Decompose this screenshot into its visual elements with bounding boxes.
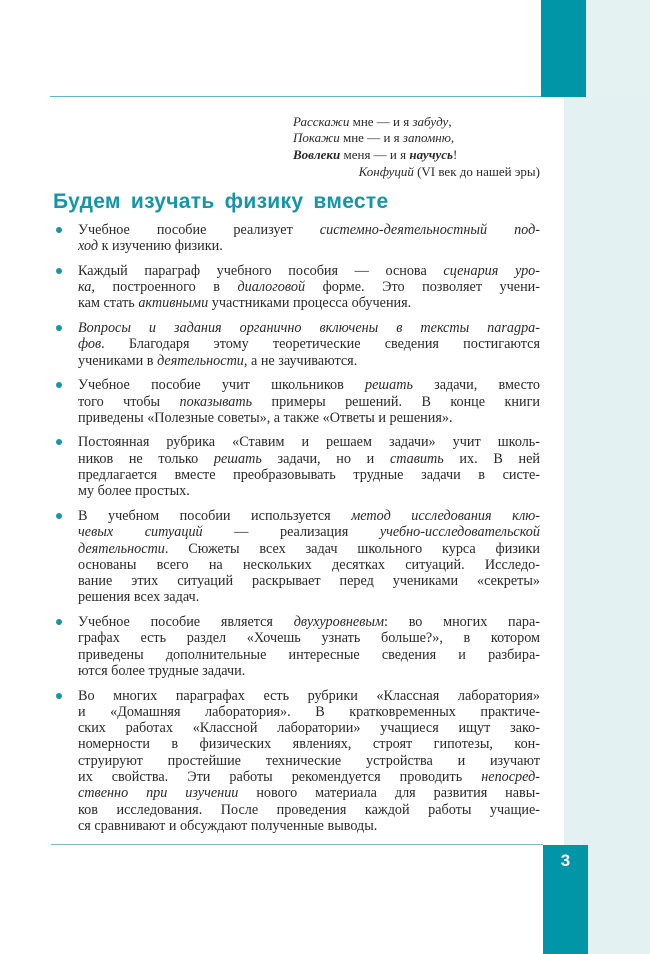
emphasized-text: ставить (389, 450, 444, 467)
text-line (78, 451, 540, 467)
text-run: приведены дополнительные интересные сведения и разбира- (78, 646, 540, 663)
emphasized-text: Вопросы и задания органично включены в тексты паragра- (78, 320, 540, 337)
emphasized-text: Покажи (293, 130, 340, 146)
text-run: струируют простейшие технические устройства и изучают (78, 752, 540, 769)
text-run: приведены «Полезные советы», а также «Ответы и решения». (78, 409, 453, 426)
list-item (56, 688, 540, 835)
text-line (78, 769, 540, 785)
text-line (78, 557, 540, 573)
text-line (78, 753, 540, 769)
emphasized-text: показывать (179, 393, 253, 410)
text-line (78, 222, 540, 238)
text-run: , а не заучиваются. (243, 352, 358, 369)
emphasized-text: системно-деятельностный под- (319, 222, 540, 238)
top-divider (50, 96, 541, 97)
text-run: задачи, вместо (412, 377, 540, 394)
text-run: (VI век до нашей эры) (413, 163, 540, 179)
emphasized-text: научусь (409, 146, 453, 162)
text-run: номерности в физических явлениях, строят гипотезы, кон- (78, 736, 540, 753)
list-item (56, 263, 540, 312)
emphasized-text: непосред- (481, 768, 540, 785)
text-run: к изучению физики. (98, 238, 223, 255)
text-line (78, 336, 540, 352)
epigraph (293, 114, 540, 180)
text-line (78, 589, 540, 605)
emphasized-text: Вовлеки (293, 146, 341, 162)
text-run: вание этих ситуаций раскрывает перед учениками «секреты» (78, 573, 540, 590)
list-item (56, 614, 540, 679)
text-run: . Сюжеты всех задач школьного курса физики (164, 540, 540, 557)
text-run: примеры решений. В конце книги (252, 393, 540, 410)
text-line (78, 573, 540, 589)
emphasized-text: решать (365, 377, 413, 394)
text-run: , построенного в (91, 279, 238, 296)
text-run: Учебное пособие реализует (78, 222, 320, 238)
text-run: мне — и я (349, 114, 413, 129)
bullet-icon (56, 619, 62, 625)
text-line (78, 508, 540, 524)
top-color-tab (541, 0, 586, 97)
section-heading: Будем изучать физику вместе (53, 190, 389, 213)
bullet-icon (56, 268, 62, 274)
emphasized-text: фов (78, 336, 102, 353)
list-item (56, 377, 540, 426)
text-line (78, 483, 540, 499)
page-number: 3 (560, 851, 571, 870)
emphasized-text: активными (138, 295, 209, 312)
text-run: учениками в (78, 352, 158, 369)
text-run: му более простых. (78, 483, 190, 500)
text-run: В учебном пособии используется (78, 507, 352, 524)
text-line (78, 688, 540, 704)
text-run: Постоянная рубрика «Ставим и решаем задачи» учит школь- (78, 434, 540, 451)
emphasized-text: деятельности (78, 540, 165, 557)
list-item (56, 434, 540, 499)
text-run: кам стать (78, 295, 139, 312)
emphasized-text: ка (78, 279, 92, 296)
text-run: мне — и я (339, 130, 403, 146)
epigraph-line (293, 130, 540, 146)
bullet-icon (56, 693, 62, 699)
text-line (78, 320, 540, 336)
emphasized-text: учебно-исследовательской (379, 524, 540, 541)
text-run: ся сравнивают и обсуждают полученные выводы. (78, 817, 378, 834)
emphasized-text: деятельности (157, 352, 244, 369)
list-item (56, 508, 540, 606)
text-line (78, 785, 540, 801)
emphasized-text: решать (213, 450, 262, 467)
text-line (78, 410, 540, 426)
emphasized-text: метод исследования клю- (351, 507, 540, 524)
emphasized-text: Конфуций (358, 163, 414, 179)
text-run: участниками процесса обучения. (208, 295, 412, 312)
text-run: ских работах «Классной лаборатории» учащиеся ищут зако- (78, 720, 540, 737)
text-run: Каждый параграф учебного пособия — основа (78, 262, 444, 279)
emphasized-text: ственно при изучении (78, 785, 239, 802)
text-run: их свойства. Эти работы рекомендуется проводить (78, 768, 482, 785)
text-run: предлагается вместе преобразовывать трудные задачи в систе- (78, 467, 540, 484)
text-run: ются более трудные задачи. (78, 662, 246, 679)
text-line (78, 802, 540, 818)
list-item (56, 320, 540, 369)
text-line (78, 394, 540, 410)
epigraph-lines (293, 114, 540, 163)
emphasized-text: Расскажи (293, 114, 350, 129)
emphasized-text: забуду (412, 114, 449, 129)
bullet-icon (56, 382, 62, 388)
text-run: , (448, 114, 452, 129)
text-run: ! (453, 146, 458, 162)
emphasized-text: диалоговой (237, 279, 306, 296)
text-line (78, 630, 540, 646)
text-run: ников не только (78, 450, 214, 467)
text-line (78, 720, 540, 736)
text-line (78, 434, 540, 450)
text-run: . Благодаря этому теоретические сведения постигаются (101, 336, 540, 353)
text-run: и «Домашняя лаборатория». В кратковременных практиче- (78, 703, 540, 720)
text-run: , (450, 130, 455, 146)
text-run: ков исследования. После проведения каждой работы учащие- (78, 801, 540, 818)
text-run: : во многих пара- (384, 614, 541, 631)
bullet-list (56, 222, 540, 842)
emphasized-text: ход (78, 238, 99, 255)
text-run: Учебное пособие учит школьников (78, 377, 366, 394)
epigraph-line (293, 114, 540, 130)
text-line (78, 818, 540, 834)
emphasized-text: двухуровневым (293, 614, 385, 631)
epigraph-line (293, 147, 540, 163)
epigraph-author (293, 164, 540, 180)
text-line (78, 704, 540, 720)
text-line (78, 736, 540, 752)
text-run: того чтобы (78, 393, 180, 410)
bullet-icon (56, 513, 62, 519)
text-line (78, 353, 540, 369)
emphasized-text: чевых ситуаций (78, 524, 203, 541)
text-run: форме. Это позволяет учени- (305, 279, 540, 296)
text-run: их. В ней (443, 450, 540, 467)
text-run: графах есть раздел «Хочешь узнать больше?», в котором (78, 630, 540, 647)
text-line (78, 377, 540, 393)
text-line (78, 467, 540, 483)
text-line (78, 524, 540, 540)
text-line (78, 295, 540, 311)
list-item (56, 222, 540, 255)
margin-strip-top (586, 0, 650, 97)
text-run: Учебное пособие является (78, 614, 294, 631)
text-run: — реализация (202, 524, 380, 541)
bullet-icon (56, 325, 62, 331)
bullet-icon (56, 227, 62, 233)
text-run: задачи, но и (261, 450, 390, 467)
text-line (78, 263, 540, 279)
text-run: Во многих параграфах есть рубрики «Классная лаборатория» (78, 687, 540, 704)
text-line (78, 614, 540, 630)
margin-strip (564, 97, 650, 954)
text-line (78, 238, 540, 254)
text-line (78, 279, 540, 295)
text-line (78, 541, 540, 557)
bottom-divider (51, 844, 543, 845)
text-line (78, 663, 540, 679)
emphasized-text: сценария уро- (443, 262, 541, 279)
emphasized-text: запомню (402, 130, 451, 146)
text-run: меня — и я (340, 146, 410, 162)
text-run: основаны всего на нескольких десятках ситуаций. Исследо- (78, 556, 540, 573)
text-run: нового материала для развития навы- (238, 785, 540, 802)
text-line (78, 647, 540, 663)
text-run: решения всех задач. (78, 589, 200, 606)
bullet-icon (56, 439, 62, 445)
